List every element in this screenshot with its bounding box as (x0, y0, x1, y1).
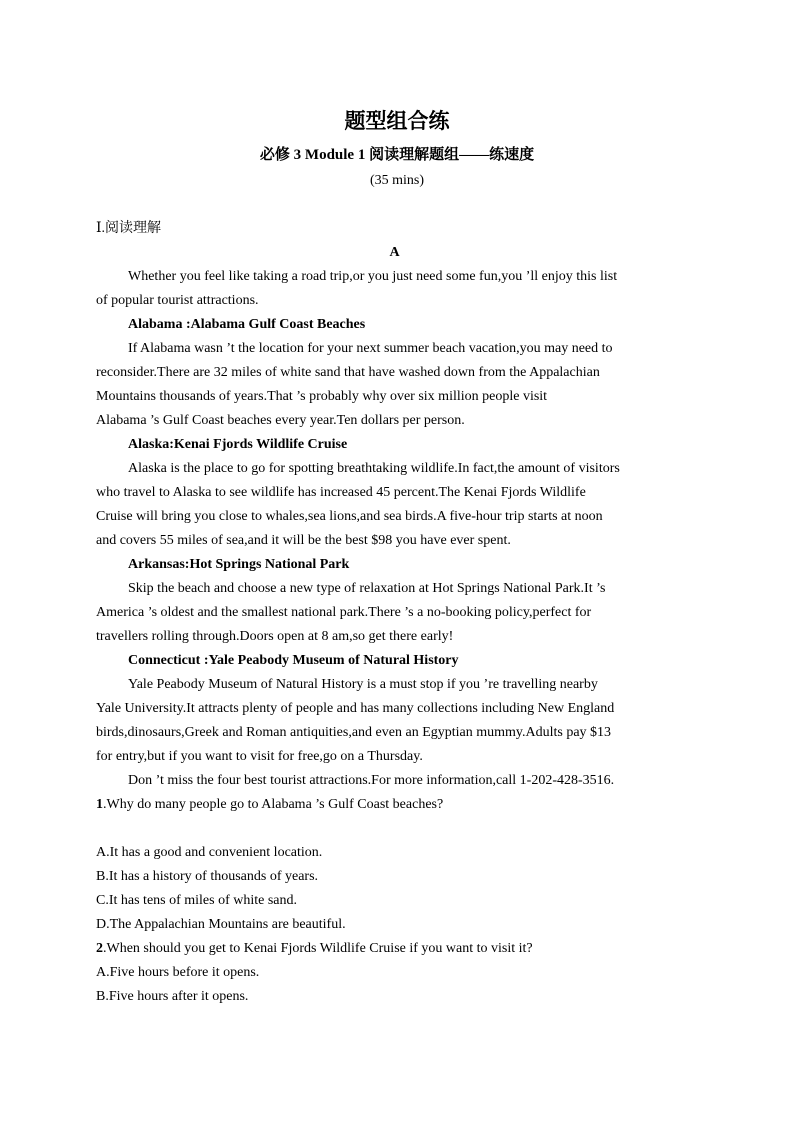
question-1-stem: 1.Why do many people go to Alabama ’s Gulf Coast beaches? (96, 797, 444, 812)
alaska-line-3: Cruise will bring you close to whales,sea lions,and sea birds.A five-hour trip starts at noon (96, 509, 603, 524)
closing-line: Don ’t miss the four best tourist attractions.For more information,call 1-202-428-3516. (128, 773, 615, 788)
alabama-line-4: Alabama ’s Gulf Coast beaches every year.Ten dollars per person. (96, 413, 465, 428)
arkansas-line-3: travellers rolling through.Doors open at 8 am,so get there early! (96, 629, 454, 644)
connecticut-line-4: for entry,but if you want to visit for free,go on a Thursday. (96, 749, 423, 764)
connecticut-line-2: Yale University.It attracts plenty of people and has many collections including New England (96, 701, 615, 716)
document-body (96, 217, 693, 1009)
connecticut-line-3: birds,dinosaurs,Greek and Roman antiquities,and even an Egyptian mummy.Adults pay $13 (96, 725, 612, 740)
question-2-option-a: A.Five hours before it opens. (96, 965, 260, 980)
arkansas-line-1: Skip the beach and choose a new type of relaxation at Hot Springs National Park.It ’s (128, 581, 606, 596)
alaska-line-1: Alaska is the place to go for spotting breathtaking wildlife.In fact,the amount of visitors (128, 461, 620, 476)
question-gap (96, 817, 693, 841)
alaska-line-2: who travel to Alaska to see wildlife has increased 45 percent.The Kenai Fjords Wildlife (96, 485, 586, 500)
arkansas-line-2: America ’s oldest and the smallest national park.There ’s a no-booking policy,perfect for (96, 605, 592, 620)
alabama-heading: Alabama :Alabama Gulf Coast Beaches (128, 317, 366, 332)
section-heading: Ⅰ.阅读理解 (96, 221, 162, 236)
passage-letter: A (389, 245, 400, 260)
connecticut-line-1: Yale Peabody Museum of Natural History is a must stop if you ’re travelling nearby (128, 677, 598, 692)
page-subtitle: 必修 3 Module 1 阅读理解题组——练速度 (259, 147, 535, 163)
alabama-line-3: Mountains thousands of years.That ’s probably why over six million people visit (96, 389, 548, 404)
question-1-option-c: C.It has tens of miles of white sand. (96, 893, 298, 908)
intro-line-2: of popular tourist attractions. (96, 293, 259, 308)
alaska-heading: Alaska:Kenai Fjords Wildlife Cruise (128, 437, 348, 452)
question-1-option-a: A.It has a good and convenient location. (96, 845, 323, 860)
intro-line-1: Whether you feel like taking a road trip,or you just need some fun,you ’ll enjoy this list (128, 269, 618, 284)
alaska-line-4: and covers 55 miles of sea,and it will be the best $98 you have ever spent. (96, 533, 511, 548)
arkansas-heading: Arkansas:Hot Springs National Park (128, 557, 350, 572)
time-limit: (35 mins) (369, 173, 425, 188)
connecticut-heading: Connecticut :Yale Peabody Museum of Natural History (128, 653, 459, 668)
alabama-line-2: reconsider.There are 32 miles of white sand that have washed down from the Appalachian (96, 365, 600, 380)
question-2-option-b: B.Five hours after it opens. (96, 989, 249, 1004)
page-title: 题型组合练 (344, 109, 450, 133)
question-1-option-d: D.The Appalachian Mountains are beautiful. (96, 917, 346, 932)
alabama-line-1: If Alabama wasn ’t the location for your next summer beach vacation,you may need to (128, 341, 613, 356)
question-2-stem: 2.When should you get to Kenai Fjords Wildlife Cruise if you want to visit it? (96, 941, 533, 956)
question-1-option-b: B.It has a history of thousands of years. (96, 869, 319, 884)
